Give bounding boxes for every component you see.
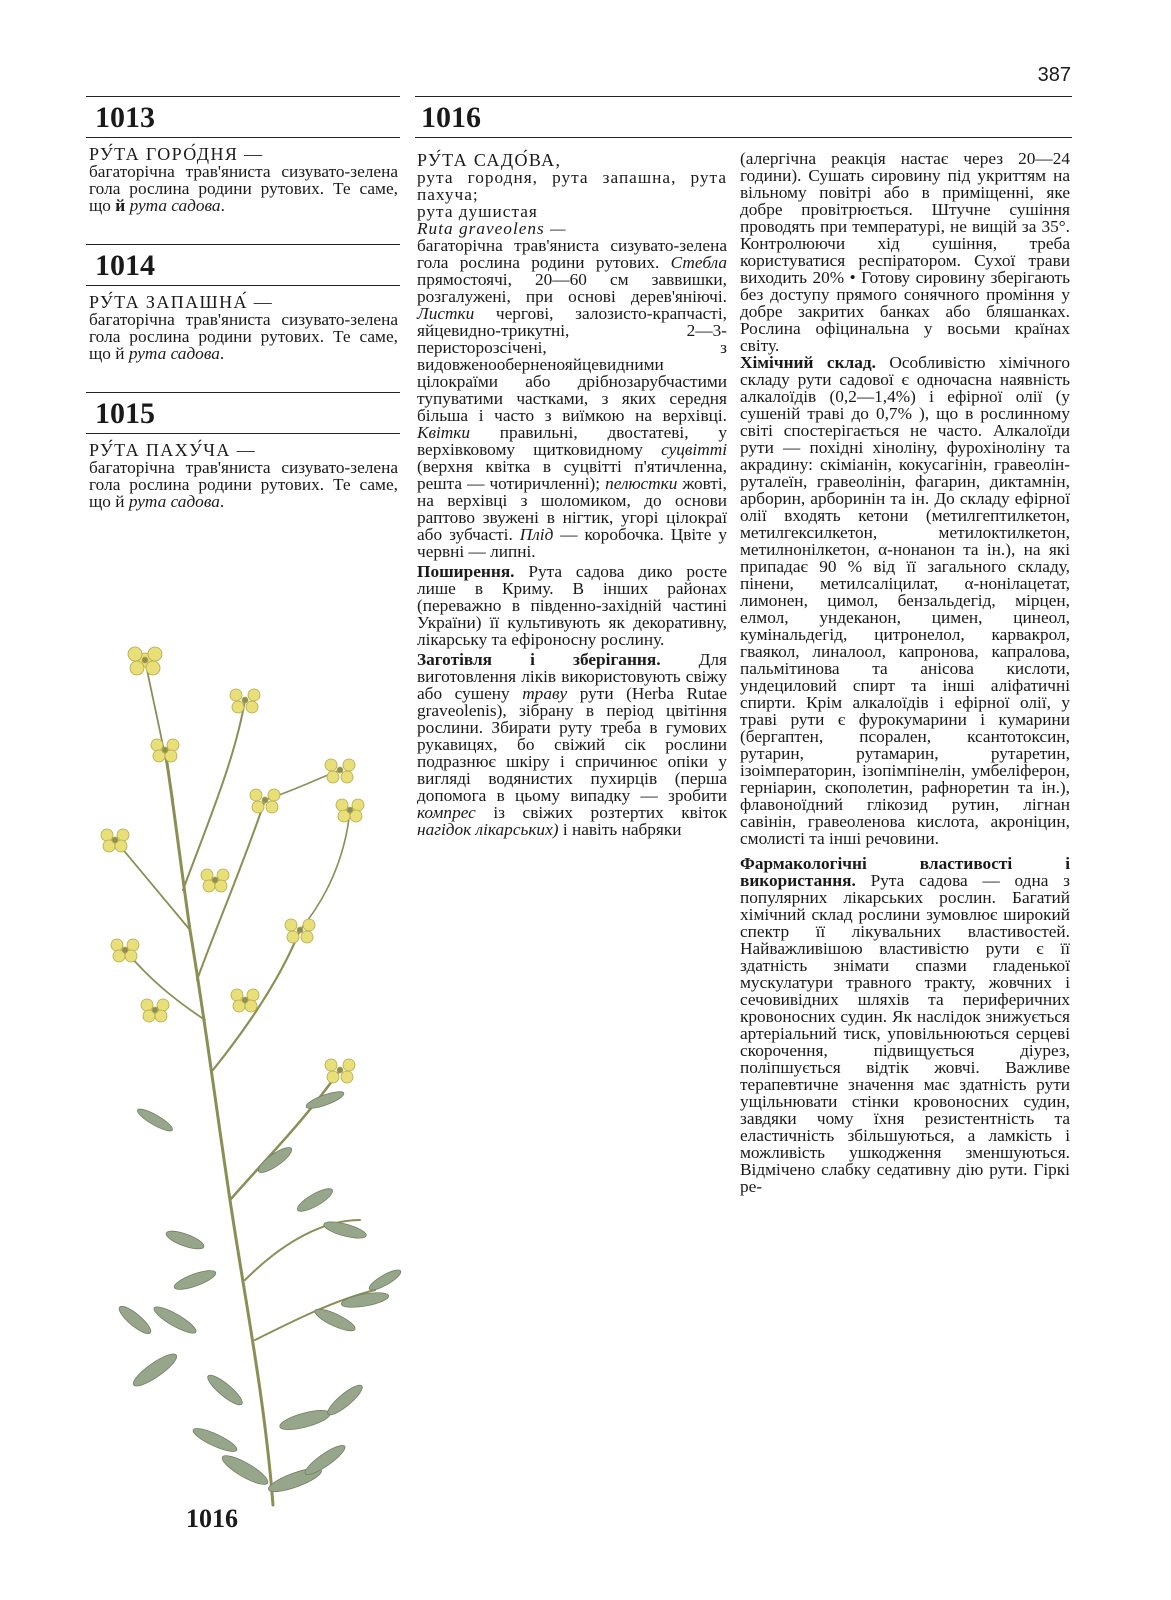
entry-1014-text: багаторічна трав'яниста сизувато-зелена гола рослина родини рутових. Те саме, що й xyxy=(89,310,398,363)
illustration-caption: 1016 xyxy=(186,1504,238,1533)
entry-1016-bottom-rule xyxy=(415,137,1072,138)
inflorescence-label: суцвітті xyxy=(661,440,727,459)
entry-1016-right-column xyxy=(740,150,1070,1195)
entry-1013-bottom-rule xyxy=(86,137,400,138)
petals-label: пелюстки xyxy=(605,474,678,493)
entry-1016-russian-name: рута душистая xyxy=(417,202,538,221)
leaves-label: Листки xyxy=(417,304,475,323)
entry-1016-term: РУ́ТА САДО́ВА, xyxy=(417,150,562,170)
entry-1015-same-as: рута садова xyxy=(128,492,220,511)
description-part: правильні, двостатеві, у верхівковому щитковидному xyxy=(417,423,727,459)
calendula-label: нагідок лікарських) xyxy=(417,820,559,839)
chemistry-title: Хімічний склад. xyxy=(740,353,876,372)
pharmacology-title: Фармакологічні властивості і використання. xyxy=(740,854,1070,890)
entry-1015-top-rule xyxy=(86,392,400,393)
entry-1014-end: . xyxy=(219,344,225,363)
harvest-text: із свіжих розтертих квіток xyxy=(475,803,727,822)
description-part: (верхня квітка в суцвітті п'ятичленна, решта — чотиричленні); xyxy=(417,457,727,493)
entry-1014-number: 1014 xyxy=(95,249,155,282)
rue-plant-illustration xyxy=(95,600,415,1510)
entry-1013-y: й xyxy=(115,196,130,215)
entry-1016-latin-name: Ruta graveolens — xyxy=(417,219,567,238)
entry-1013-body xyxy=(89,146,398,214)
entry-1015-end: . xyxy=(219,492,225,511)
entry-1016-top-rule xyxy=(415,96,1072,97)
entry-1014-term: РУ́ТА ЗАПАШНА́ — xyxy=(89,292,274,312)
chemistry-text: Особливістю хімічного складу рути садової є одночасна наявність алкалоїдів (0,2—1,4%) і ефірної олії (у сушеній траві до 0,7% ), що в рослинному світі спостерігається не часто. Алкалоїди рути — похідні хіноліну, фурохіноліну та акрадину: скіміанін, кокусагінін, гравеолін-руталеїн, гравеолінін, фагарин, диктамнін, арборин, арборинін та ін. До складу ефірної олії входять кетони (метилгептилкетон, метилгексилкетон, метилоктилкетон, метилнонілкетон, α-нонанон та ін.), на які припадає 90 % від її загального складу, пінени, метилсаліцилат, α-нонілацетат, лимонен, цимол, бензальдегід, мірцен, елмол, ундеканон, цимен, цинеол, кумінальдегід, цитронелол, карвакрол, гваякол, линалоол, капронова, капралова, пальмітинова та анісова кислоти, ундециловий спирт та інші аліфатичні спирти. Крім алкалоїдів і ефірної олії, у траві рути є фурокумарини і кумарини (бергаптен, псорален, ксантотоксин, рутарин, рутамарин, рутаретин, ізоімператорин, ізопімпінелін, умбеліферон, герніарин, скополетин, рафноретин та ін.), флавоноїдний глікозид рутин, лігнан савінін, гравеоленова кислота, акроніцин, смолисті та інші речовини. xyxy=(740,353,1070,848)
compress-label: компрес xyxy=(417,803,476,822)
spread-text: Рута садова дико росте лише в Криму. В інших районах (переважно в південно-західній частині України) її культивують як декоративну, лікарську та ефіроносну рослину. xyxy=(417,562,727,649)
entry-1013-term: РУ́ТА ГОРО́ДНЯ — xyxy=(89,144,264,164)
entry-1014-body xyxy=(89,294,398,362)
entry-1014-same-as: рута садова xyxy=(128,344,220,363)
description-part: багаторічна трав'яниста сизувато-зелена гола рослина родини рутових. xyxy=(417,236,727,272)
entry-1013-top-rule xyxy=(86,96,400,97)
harvest-continued: (алергічна реакція настає через 20—24 години). Сушать сировину під укриттям на вільному повітрі або в приміщенні, яке добре провітрюється. Штучне сушіння проводять при температурі, не вищій за 35°. Контролюючи хід сушіння, треба користуватися респіратором. Сухої трави виходить 20% • Готову сировину зберігають без доступу прямого сонячного проміння у добре закритих банках або бляшанках. Рослина офіцинальна у восьми країнах світу. xyxy=(740,149,1070,355)
page-number: 387 xyxy=(1037,64,1071,86)
entry-1015-term: РУ́ТА ПАХУ́ЧА — xyxy=(89,440,257,460)
entry-1015-text: багаторічна трав'яниста сизувато-зелена гола рослина родини рутових. Те саме, що й xyxy=(89,458,398,511)
entry-1015-body xyxy=(89,442,398,510)
chemistry-paragraph xyxy=(740,354,1070,847)
entry-1015-bottom-rule xyxy=(86,433,400,434)
entry-1013-text: багаторічна трав'яниста сизувато-зелена гола рослина родини рутових. Те саме, що xyxy=(89,162,398,215)
harvest-text: і навіть набряки xyxy=(558,820,682,839)
entry-1016-number: 1016 xyxy=(421,101,481,134)
entry-1013-end: . xyxy=(220,196,225,215)
harvest-text: Для виготовлення ліків використовують свіжу або сушену xyxy=(417,650,727,703)
entry-1015-number: 1015 xyxy=(95,397,155,430)
harvest-title: Заготівля і зберігання. xyxy=(417,650,661,669)
harvest-paragraph xyxy=(417,651,727,838)
entry-1014-bottom-rule xyxy=(86,285,400,286)
pharmacology-paragraph xyxy=(740,855,1070,1195)
entry-1016-synonyms: рута городня, рута запашна, рута пахуча; xyxy=(417,168,727,204)
description-part: чергові, залозисто-крапчасті, яйцевидно-трикутні, 2—3-перисторозсічені, з видовженооберненояйцевидними цілокраїми або дрібнозарубчастими тупуватими частками, з яких середня більша і часто з виїмкою на верхівці. xyxy=(417,304,727,425)
entry-1016-middle-column xyxy=(417,152,727,838)
description-part: прямостоячі, 20—60 см заввишки, розгалужені, при основі дерев'яніючі. xyxy=(417,270,727,306)
entry-1013-same-as: рута садова xyxy=(129,196,221,215)
entry-1013-number: 1013 xyxy=(95,101,155,134)
spread-paragraph xyxy=(417,563,727,648)
spread-title: Поширення. xyxy=(417,562,515,581)
stem-label: Стебла xyxy=(670,253,727,272)
description-part: жовті, на верхівці з шоломиком, до основи раптово звужені в нігтик, угорі цілокраї або зубчасті. xyxy=(417,474,727,544)
flowers-label: Квітки xyxy=(417,423,470,442)
herb-label: траву xyxy=(522,684,568,703)
fruit-label: Плід xyxy=(519,525,554,544)
description-part: — коробочка. Цвіте у червні — липні. xyxy=(417,525,727,561)
pharmacology-text: Рута садова — одна з популярних лікарських рослин. Багатий хімічний склад рослини зумовлює широкий спектр її лікувальних властивостей. Найважливішою властивістю рути є її здатність знімати спазми гладенької мускулатури травного тракту, жовчних і сечовивідних шляхів та периферичних кровоносних судин. Як наслідок знижується артеріальний тиск, уповільнюються серцеві скорочення, підвищується діурез, поліпшується відтік жовчі. Важливе терапевтичне значення має здатність рути ущільнювати стінки кровоносних судин, завдяки чому їхня резистентність та еластичність збільшуються, а ламкість і можливість ушкодження зменшуються. Відмічено слабку седативну дію рути. Гіркі ре- xyxy=(740,871,1070,1196)
harvest-text: рути (Herba Rutae graveolenis), зібрану в період цвітіння рослини. Збирати руту треба в гумових рукавицях, бо свіжий сік рослини подразнює шкіру і спричинює опіки у вигляді водянистих пухирців (перша допомога в цьому випадку — зробити xyxy=(417,684,727,805)
entry-1014-top-rule xyxy=(86,244,400,245)
